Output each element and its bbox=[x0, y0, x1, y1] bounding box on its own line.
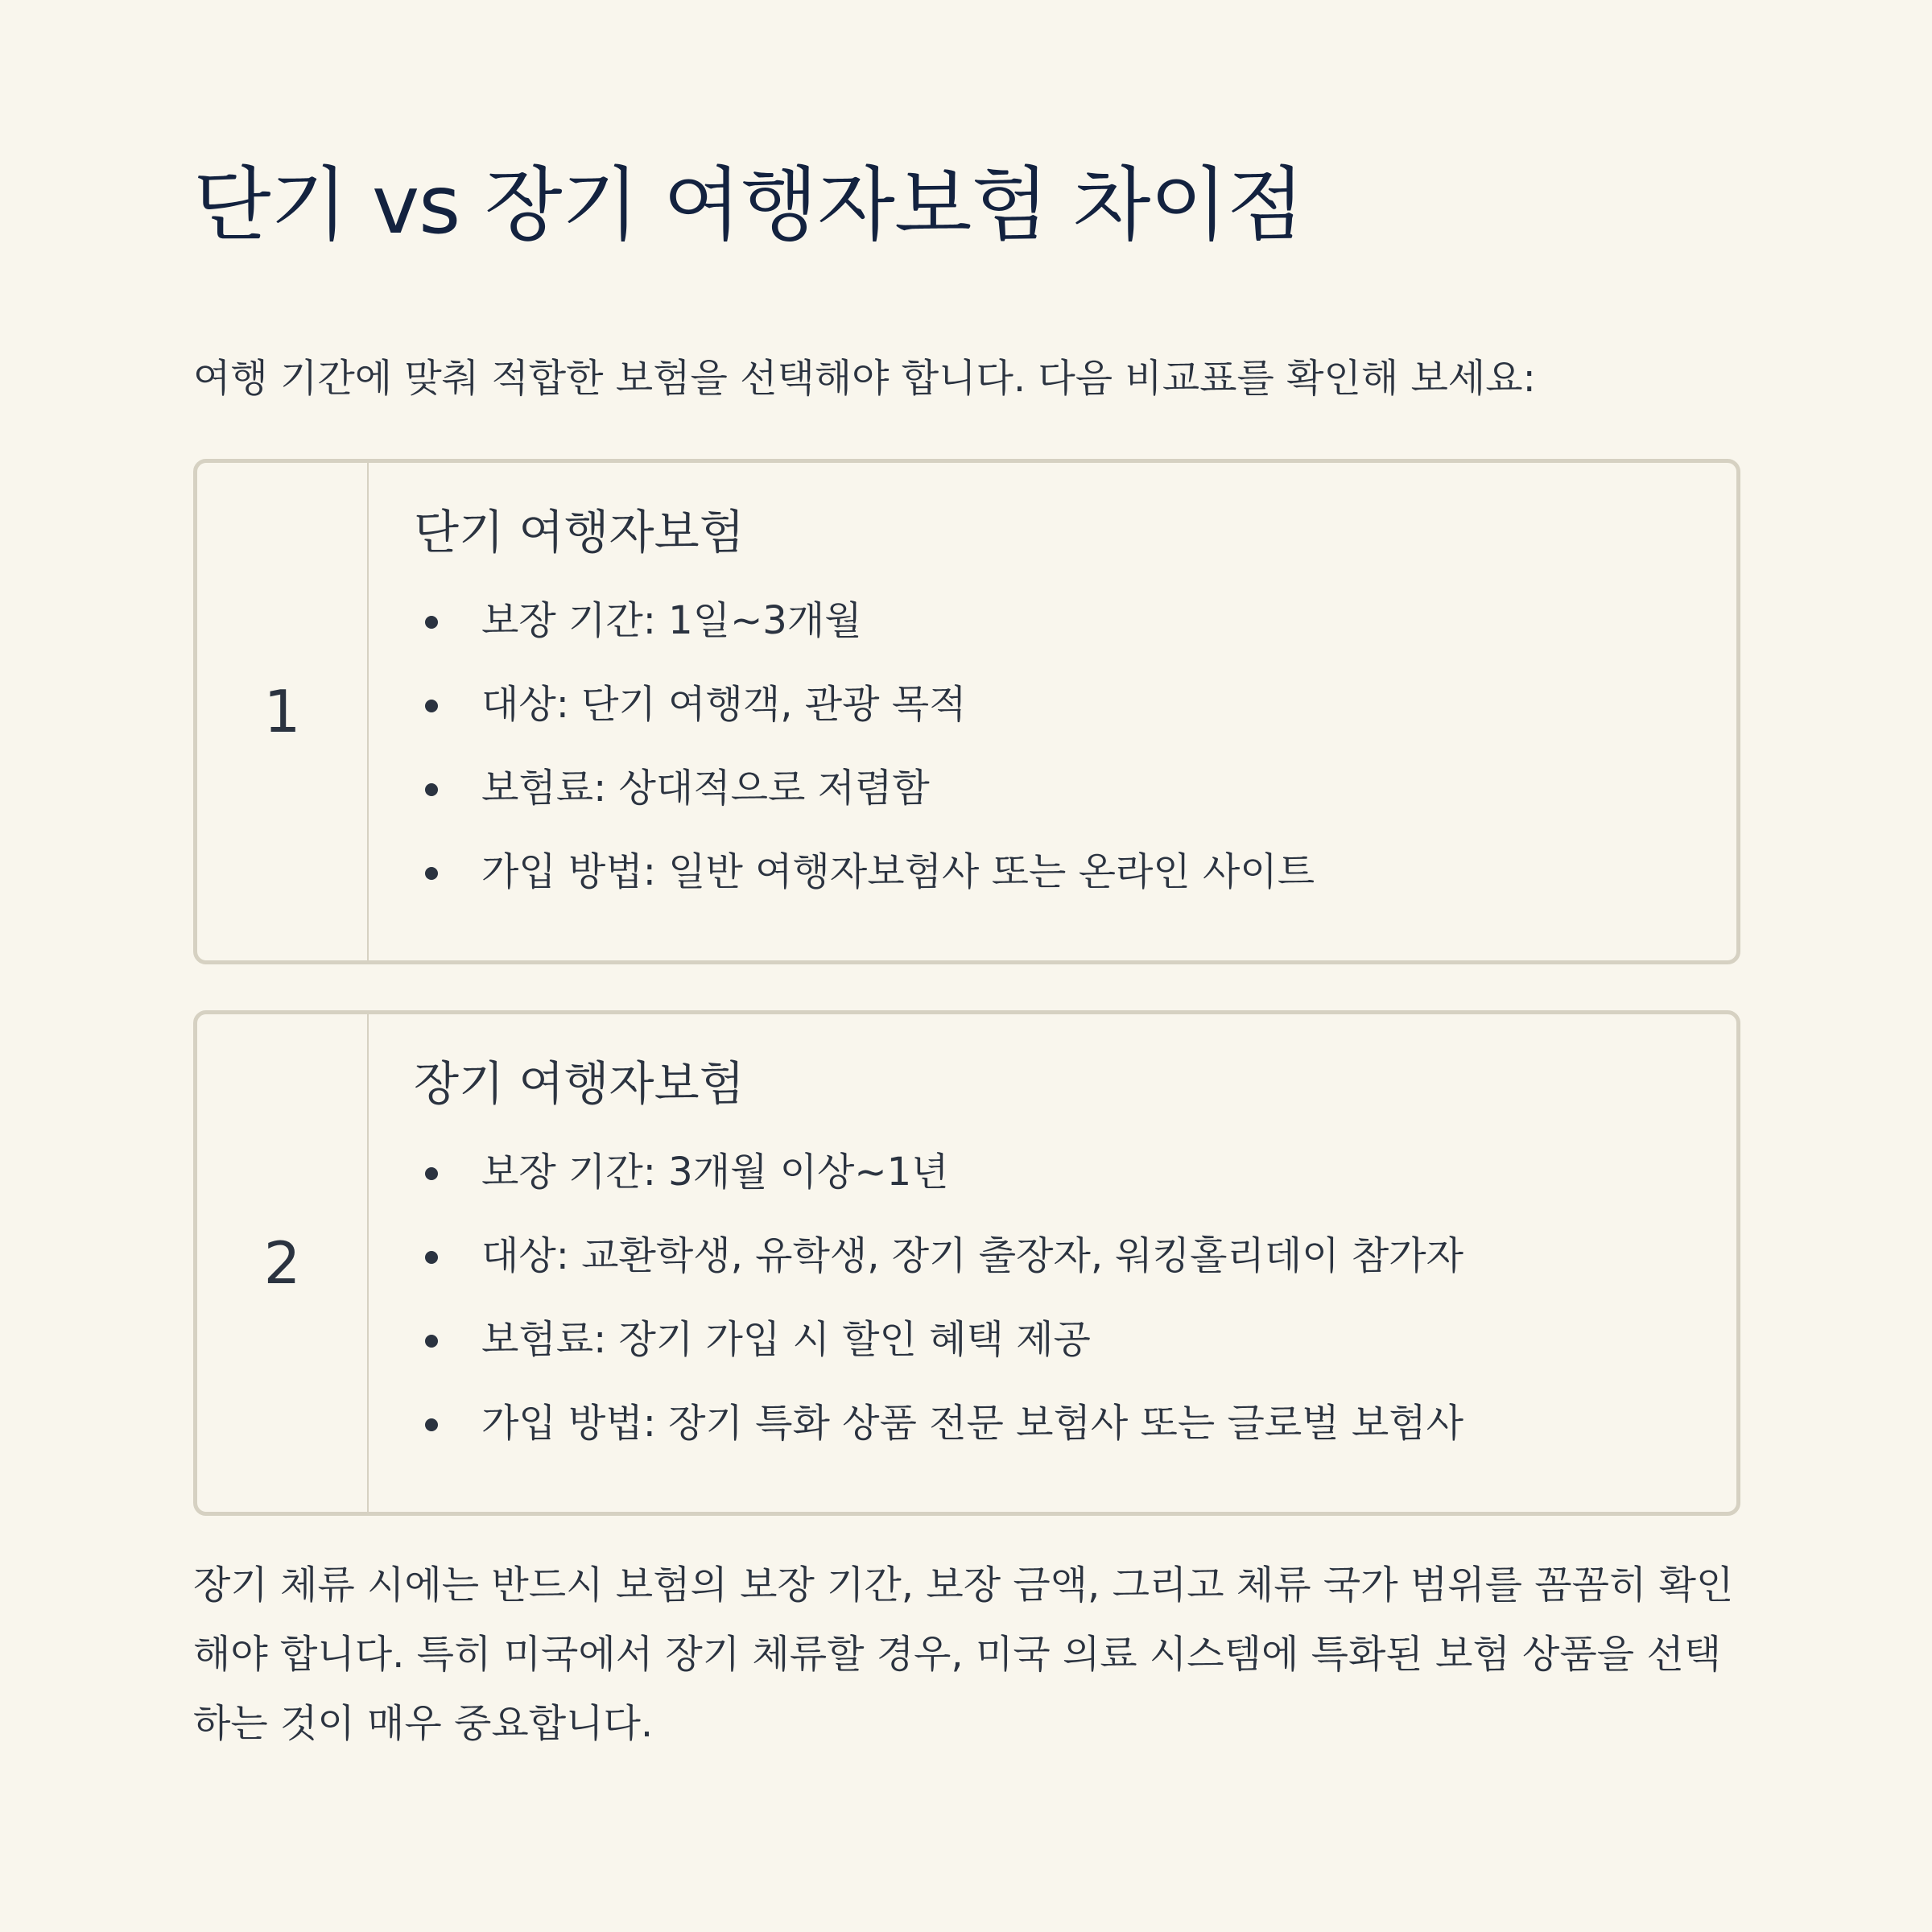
list-item-text: 보장 기간: 3개월 이상~1년 bbox=[481, 1150, 949, 1195]
list-item bbox=[414, 746, 1315, 830]
bullet-icon bbox=[425, 783, 438, 796]
list-item-text: 가입 방법: 일반 여행자보험사 또는 온라인 사이트 bbox=[481, 849, 1315, 894]
list-item bbox=[414, 1130, 1463, 1214]
intro-paragraph: 여행 기간에 맞춰 적합한 보험을 선택해야 합니다. 다음 비교표를 확인해 보세요: bbox=[193, 356, 1536, 401]
card-number: 1 bbox=[197, 463, 369, 960]
card-number: 2 bbox=[197, 1014, 369, 1512]
list-item bbox=[414, 1214, 1463, 1298]
list-item-text: 가입 방법: 장기 특화 상품 전문 보험사 또는 글로벌 보험사 bbox=[481, 1401, 1463, 1446]
card-title: 단기 여행자보험 bbox=[414, 505, 745, 559]
card-long-term bbox=[193, 1010, 1740, 1516]
closing-paragraph: 장기 체류 시에는 반드시 보험의 보장 기간, 보장 금액, 그리고 체류 국가 범위를 꼼꼼히 확인해야 합니다. 특히 미국에서 장기 체류할 경우, 미국 의료 시스템에 특화된 보험 상품을 선택하는 것이 매우 중요합니다. bbox=[193, 1563, 1734, 1746]
card-short-term bbox=[193, 459, 1740, 964]
comparison-cards bbox=[193, 459, 1739, 1516]
list-item bbox=[414, 1298, 1463, 1381]
bullet-icon bbox=[425, 700, 438, 712]
bullet-icon bbox=[425, 616, 438, 629]
bullet-icon bbox=[425, 867, 438, 880]
list-item-text: 보장 기간: 1일~3개월 bbox=[481, 598, 862, 643]
list-item bbox=[414, 663, 1315, 746]
bullet-icon bbox=[425, 1251, 438, 1264]
card-body bbox=[369, 463, 1315, 960]
bullet-icon bbox=[425, 1418, 438, 1431]
list-item-text: 대상: 단기 여행객, 관광 목적 bbox=[481, 682, 967, 727]
card-list bbox=[414, 579, 1315, 914]
list-item bbox=[414, 830, 1315, 914]
list-item-text: 보험료: 장기 가입 시 할인 혜택 제공 bbox=[481, 1317, 1091, 1362]
card-body bbox=[369, 1014, 1463, 1512]
document-page bbox=[193, 153, 1739, 1758]
list-item bbox=[414, 1381, 1463, 1465]
card-list bbox=[414, 1130, 1463, 1465]
page-title: 단기 vs 장기 여행자보험 차이점 bbox=[193, 158, 1304, 252]
list-item bbox=[414, 579, 1315, 663]
bullet-icon bbox=[425, 1167, 438, 1180]
card-title: 장기 여행자보험 bbox=[414, 1056, 745, 1111]
list-item-text: 보험료: 상대적으로 저렴함 bbox=[481, 766, 930, 811]
list-item-text: 대상: 교환학생, 유학생, 장기 출장자, 워킹홀리데이 참가자 bbox=[481, 1233, 1463, 1278]
bullet-icon bbox=[425, 1335, 438, 1348]
